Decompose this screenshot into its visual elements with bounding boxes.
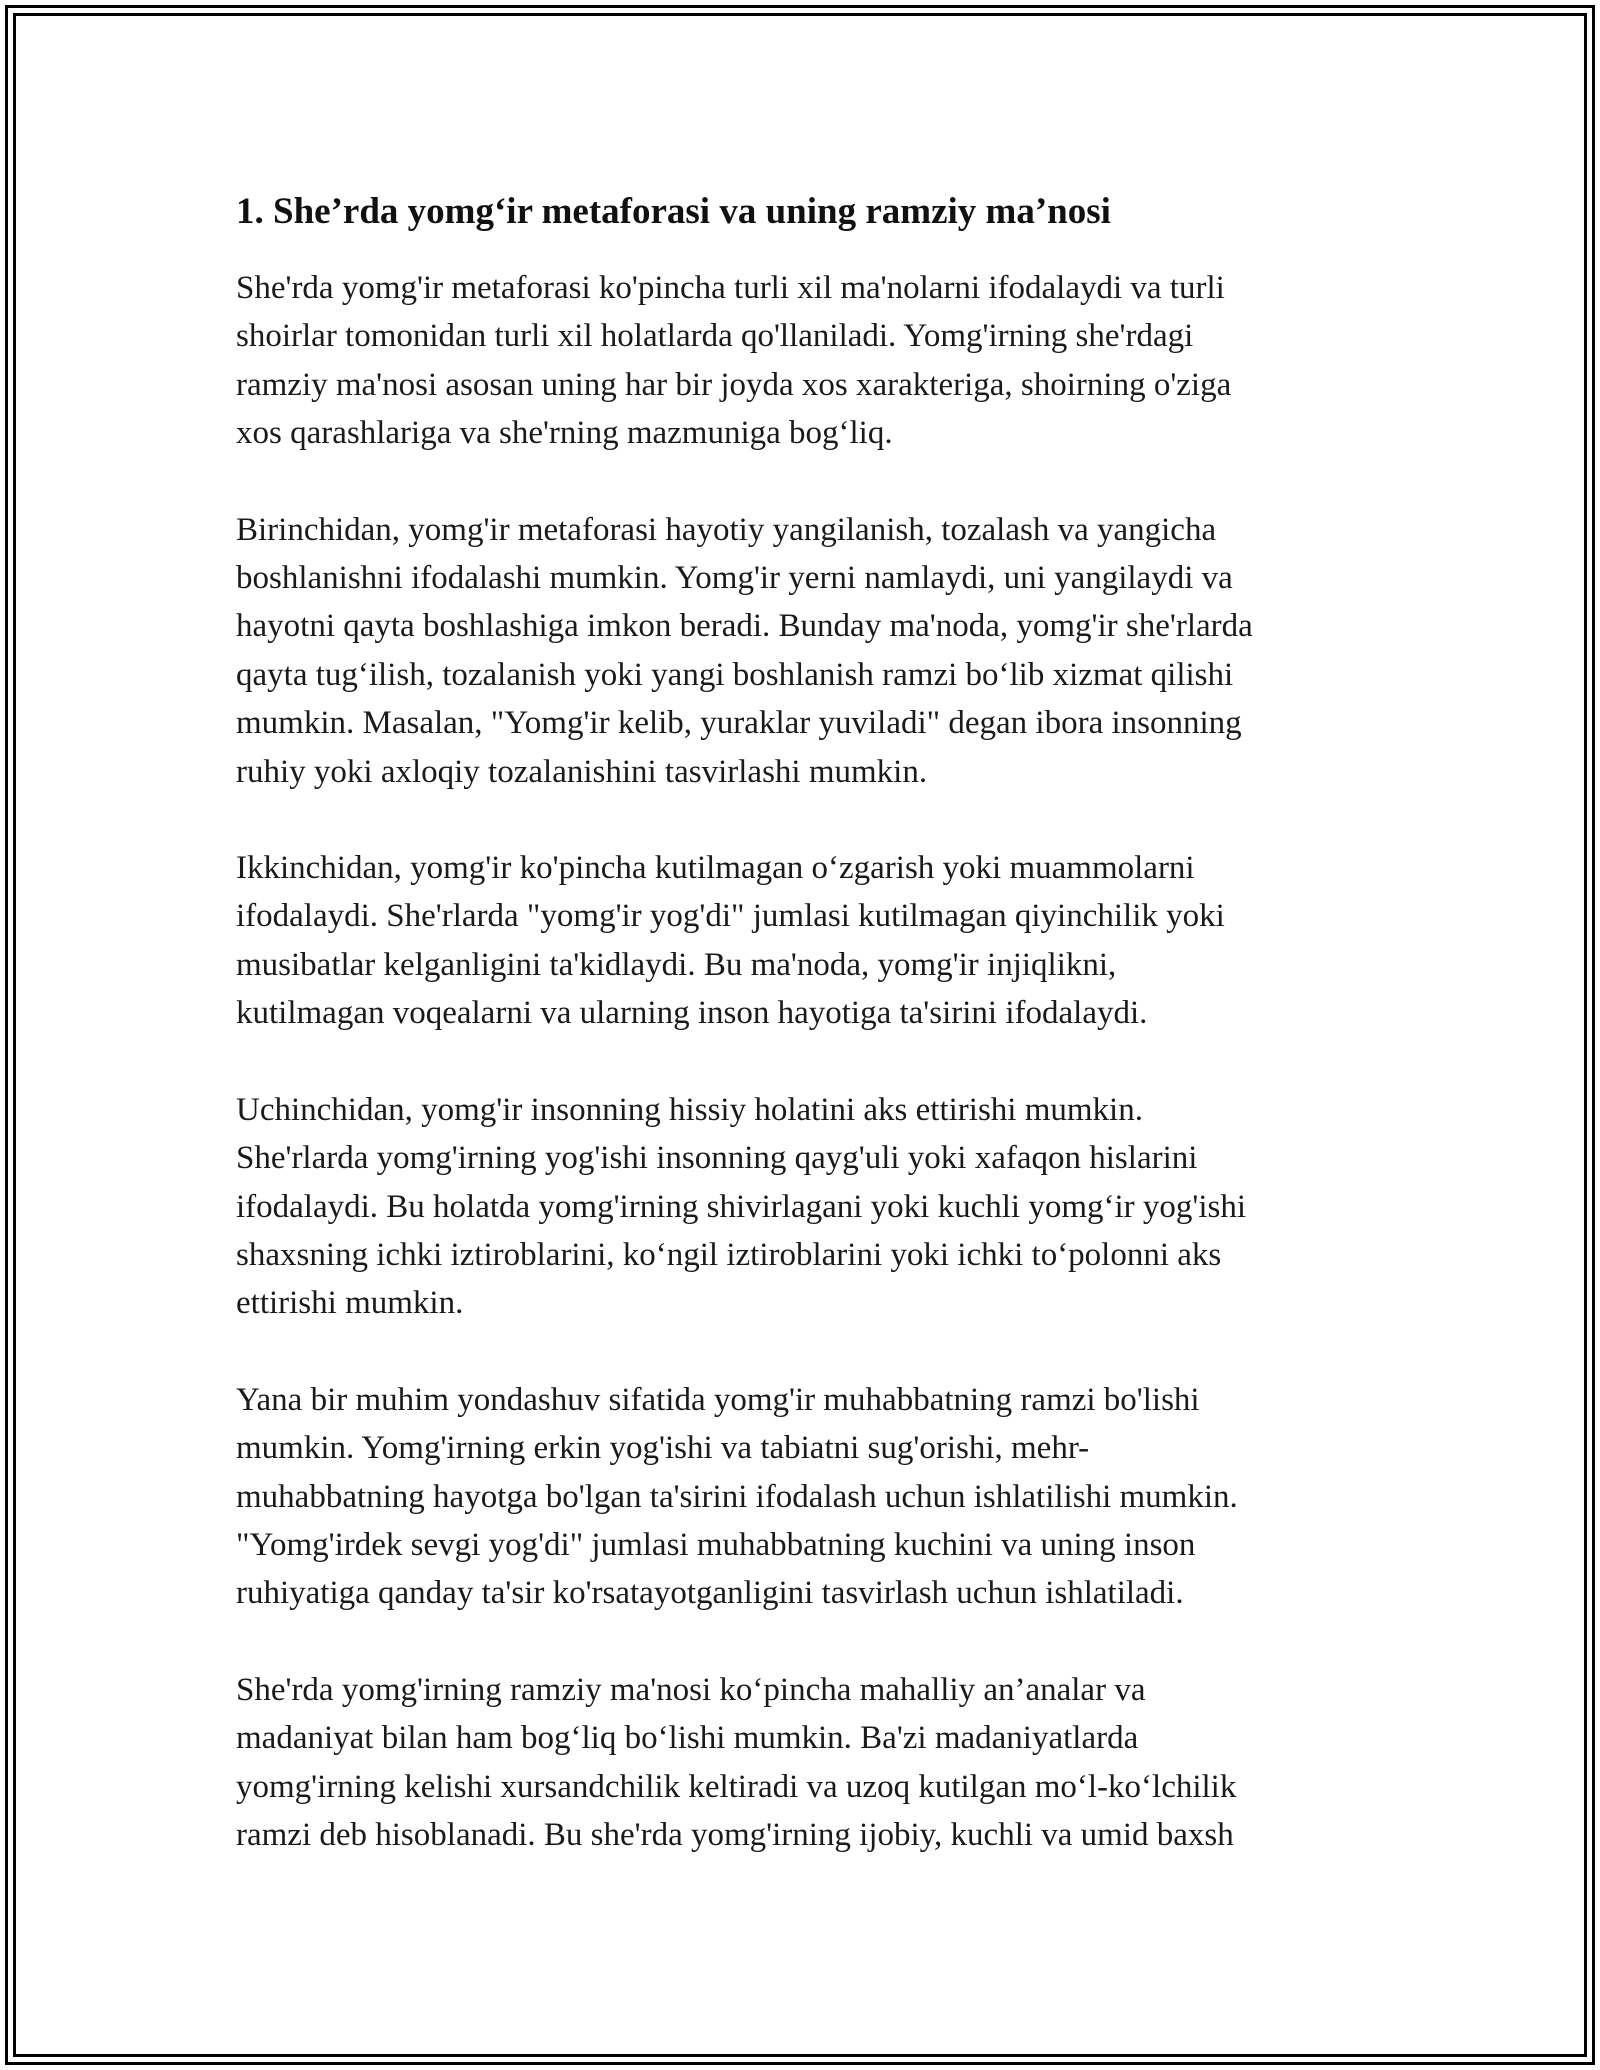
paragraph-third-point: Uchinchidan, yomg'ir insonning hissiy holatini aks ettirishi mumkin. She'rlarda yomg'irning yog'ishi insonning qayg'uli yoki xafaqon hislarini ifodalaydi. Bu holatda yomg'irning shivirlagani yoki kuchli yomg‘ir yog'ishi shaxsning ichki iztiroblarini, ko‘ngil iztiroblarini yoki ichki to‘polonni aks ettirishi mumkin. [236,1091,1247,1322]
section-heading: 1. She’rda yomg‘ir metaforasi va uning ramziy ma’nosi [236,191,1111,232]
document-body [236,186,1386,1907]
paragraph-first-point: Birinchidan, yomg'ir metaforasi hayotiy yangilanish, tozalash va yangicha boshlanishni ifodalashi mumkin. Yomg'ir yerni namlaydi, uni yangilaydi va hayotni qayta boshlashiga imkon beradi. Bunday ma'noda, yomg'ir she'rlarda qayta tug‘ilish, tozalanish yoki yangi boshlanish ramzi bo‘lib xizmat qilishi mumkin. Masalan, "Yomg'ir kelib, yuraklar yuviladi" degan ibora insonning ruhiy yoki axloqiy tozalanishini tasvirlashi mumkin. [236,511,1253,790]
paragraph-intro: She'rda yomg'ir metaforasi ko'pincha turli xil ma'nolarni ifodalaydi va turli shoirlar tomonidan turli xil holatlarda qo'llaniladi. Yomg'irning she'rdagi ramziy ma'nosi asosan uning har bir joyda xos xarakteriga, shoirning o'ziga xos qarashlariga va she'rning mazmuniga bog‘liq. [236,270,1232,452]
paragraph-second-point: Ikkinchidan, yomg'ir ko'pincha kutilmagan o‘zgarish yoki muammolarni ifodalaydi. She'rlarda "yomg'ir yog'di" jumlasi kutilmagan qiyinchilik yoki musibatlar kelganligini ta'kidlaydi. Bu ma'noda, yomg'ir injiqlikni, kutilmagan voqealarni va ularning inson hayotiga ta'sirini ifodalaydi. [236,850,1225,1032]
paragraph-love-symbol: Yana bir muhim yondashuv sifatida yomg'ir muhabbatning ramzi bo'lishi mumkin. Yomg'irning erkin yog'ishi va tabiatni sug'orishi, mehr- muhabbatning hayotga bo'lgan ta'sirini ifodalash uchun ishlatilishi mumkin. "Yomg'irdek sevgi yog'di" jumlasi muhabbatning kuchini va uning inson ruhiyatiga qanday ta'sir ko'rsatayotganligini tasvirlash uchun ishlatiladi. [236,1381,1238,1612]
paragraph-culture: She'rda yomg'irning ramziy ma'nosi ko‘pincha mahalliy an’analar va madaniyat bilan ham bog‘liq bo‘lishi mumkin. Ba'zi madaniyatlarda yomg'irning kelishi xursandchilik keltiradi va uzoq kutilgan mo‘l-ko‘lchilik ramzi deb hisoblanadi. Bu she'rda yomg'irning ijobiy, kuchli va umid baxsh [236,1671,1237,1853]
